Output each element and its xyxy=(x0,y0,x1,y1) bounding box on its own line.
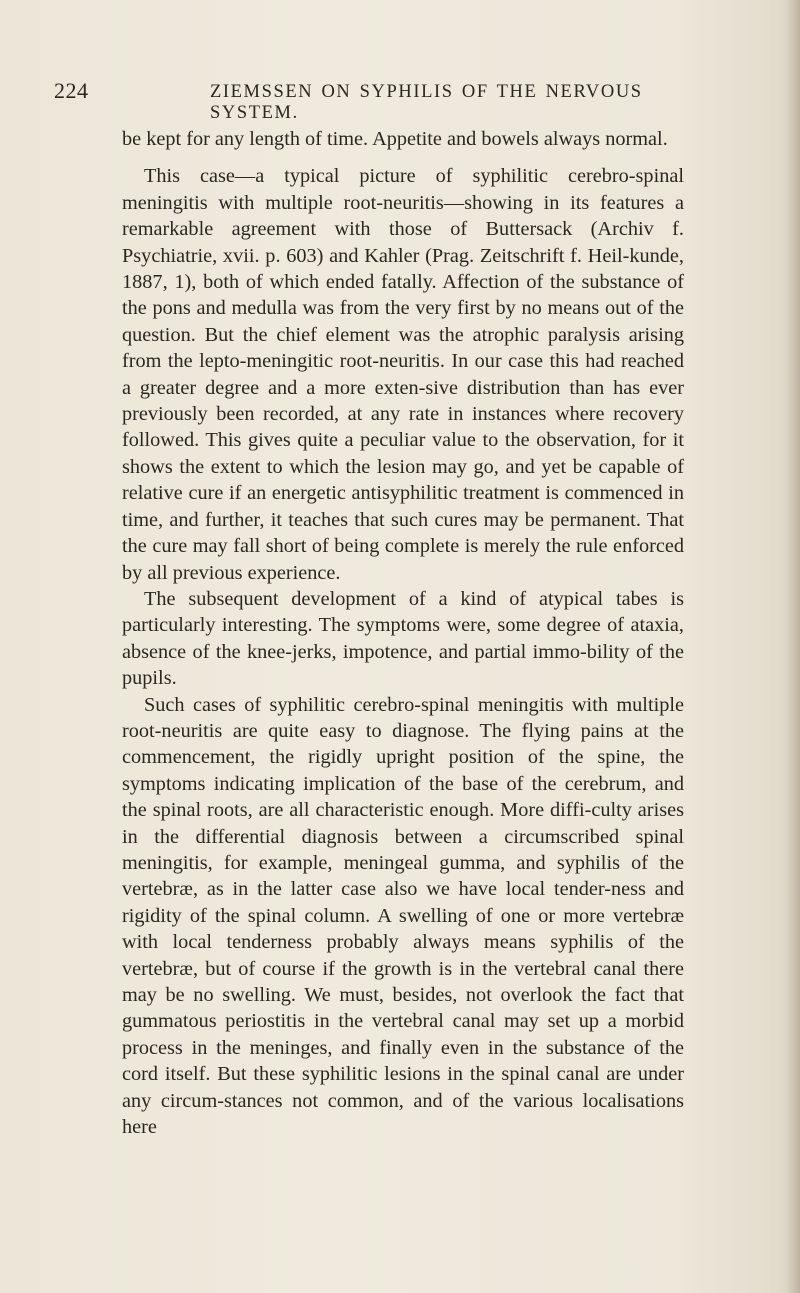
paragraph-diagnosis: Such cases of syphilitic cerebro-spinal meningitis with multiple root-neuritis are quite easy to diagnose. The flying pains at the commencement, the rigidly upright position of the spine, the symptoms indicating implication of the base of the cerebrum, and the spinal roots, are all characteristic enough. More diffi-culty arises in the differential diagnosis between a circumscribed spinal meningitis, for example, meningeal gumma, and syphilis of the vertebræ, as in the latter case also we have local tender-ness and rigidity of the spinal column. A swelling of one or more vertebræ with local tenderness probably always means syphilis of the vertebræ, but of course if the growth is in the vertebral canal there may be no swelling. We must, besides, not overlook the fact that gummatous periostitis in the vertebral canal may set up a morbid process in the meninges, and finally even in the substance of the cord itself. But these syphilitic lesions in the spinal canal are under any circum-stances not common, and of the various localisations here xyxy=(122,693,684,1139)
body-text xyxy=(122,126,684,1140)
paragraph-case-summary: This case—a typical picture of syphilitic cerebro-spinal meningitis with multiple root-neuritis—showing in its features a remarkable agreement with those of Buttersack (Archiv f. Psychiatrie, xvii. p. 603) and Kahler (Prag. Zeitschrift f. Heil-kunde, 1887, 1), both of which ended fatally. Affection of the substance of the pons and medulla was from the very first by no means out of the question. But the chief element was the atrophic paralysis arising from the lepto-meningitic root-neuritis. In our case this had reached a greater degree and a more exten-sive distribution than has ever previously been recorded, at any rate in instances where recovery followed. This gives quite a peculiar value to the observation, for it shows the extent to which the lesion may go, and yet be capable of relative cure if an energetic antisyphilitic treatment is commenced in time, and further, it teaches that such cures may be permanent. That the cure may fall short of being complete is merely the rule enforced by all previous experience. xyxy=(122,165,684,584)
page-number: 224 xyxy=(54,78,89,103)
page-header xyxy=(54,78,684,123)
page-edge-shadow xyxy=(786,0,800,1293)
paragraph-tabes: The subsequent development of a kind of atypical tabes is particularly interesting. The symptoms were, some degree of ataxia, absence of the knee-jerks, impotence, and partial immo-bility of the pupils. xyxy=(122,587,684,690)
paragraph-continuation: be kept for any length of time. Appetite and bowels always normal. xyxy=(122,128,668,150)
running-head: ZIEMSSEN ON SYPHILIS OF THE NERVOUS SYSTEM. xyxy=(210,82,643,123)
